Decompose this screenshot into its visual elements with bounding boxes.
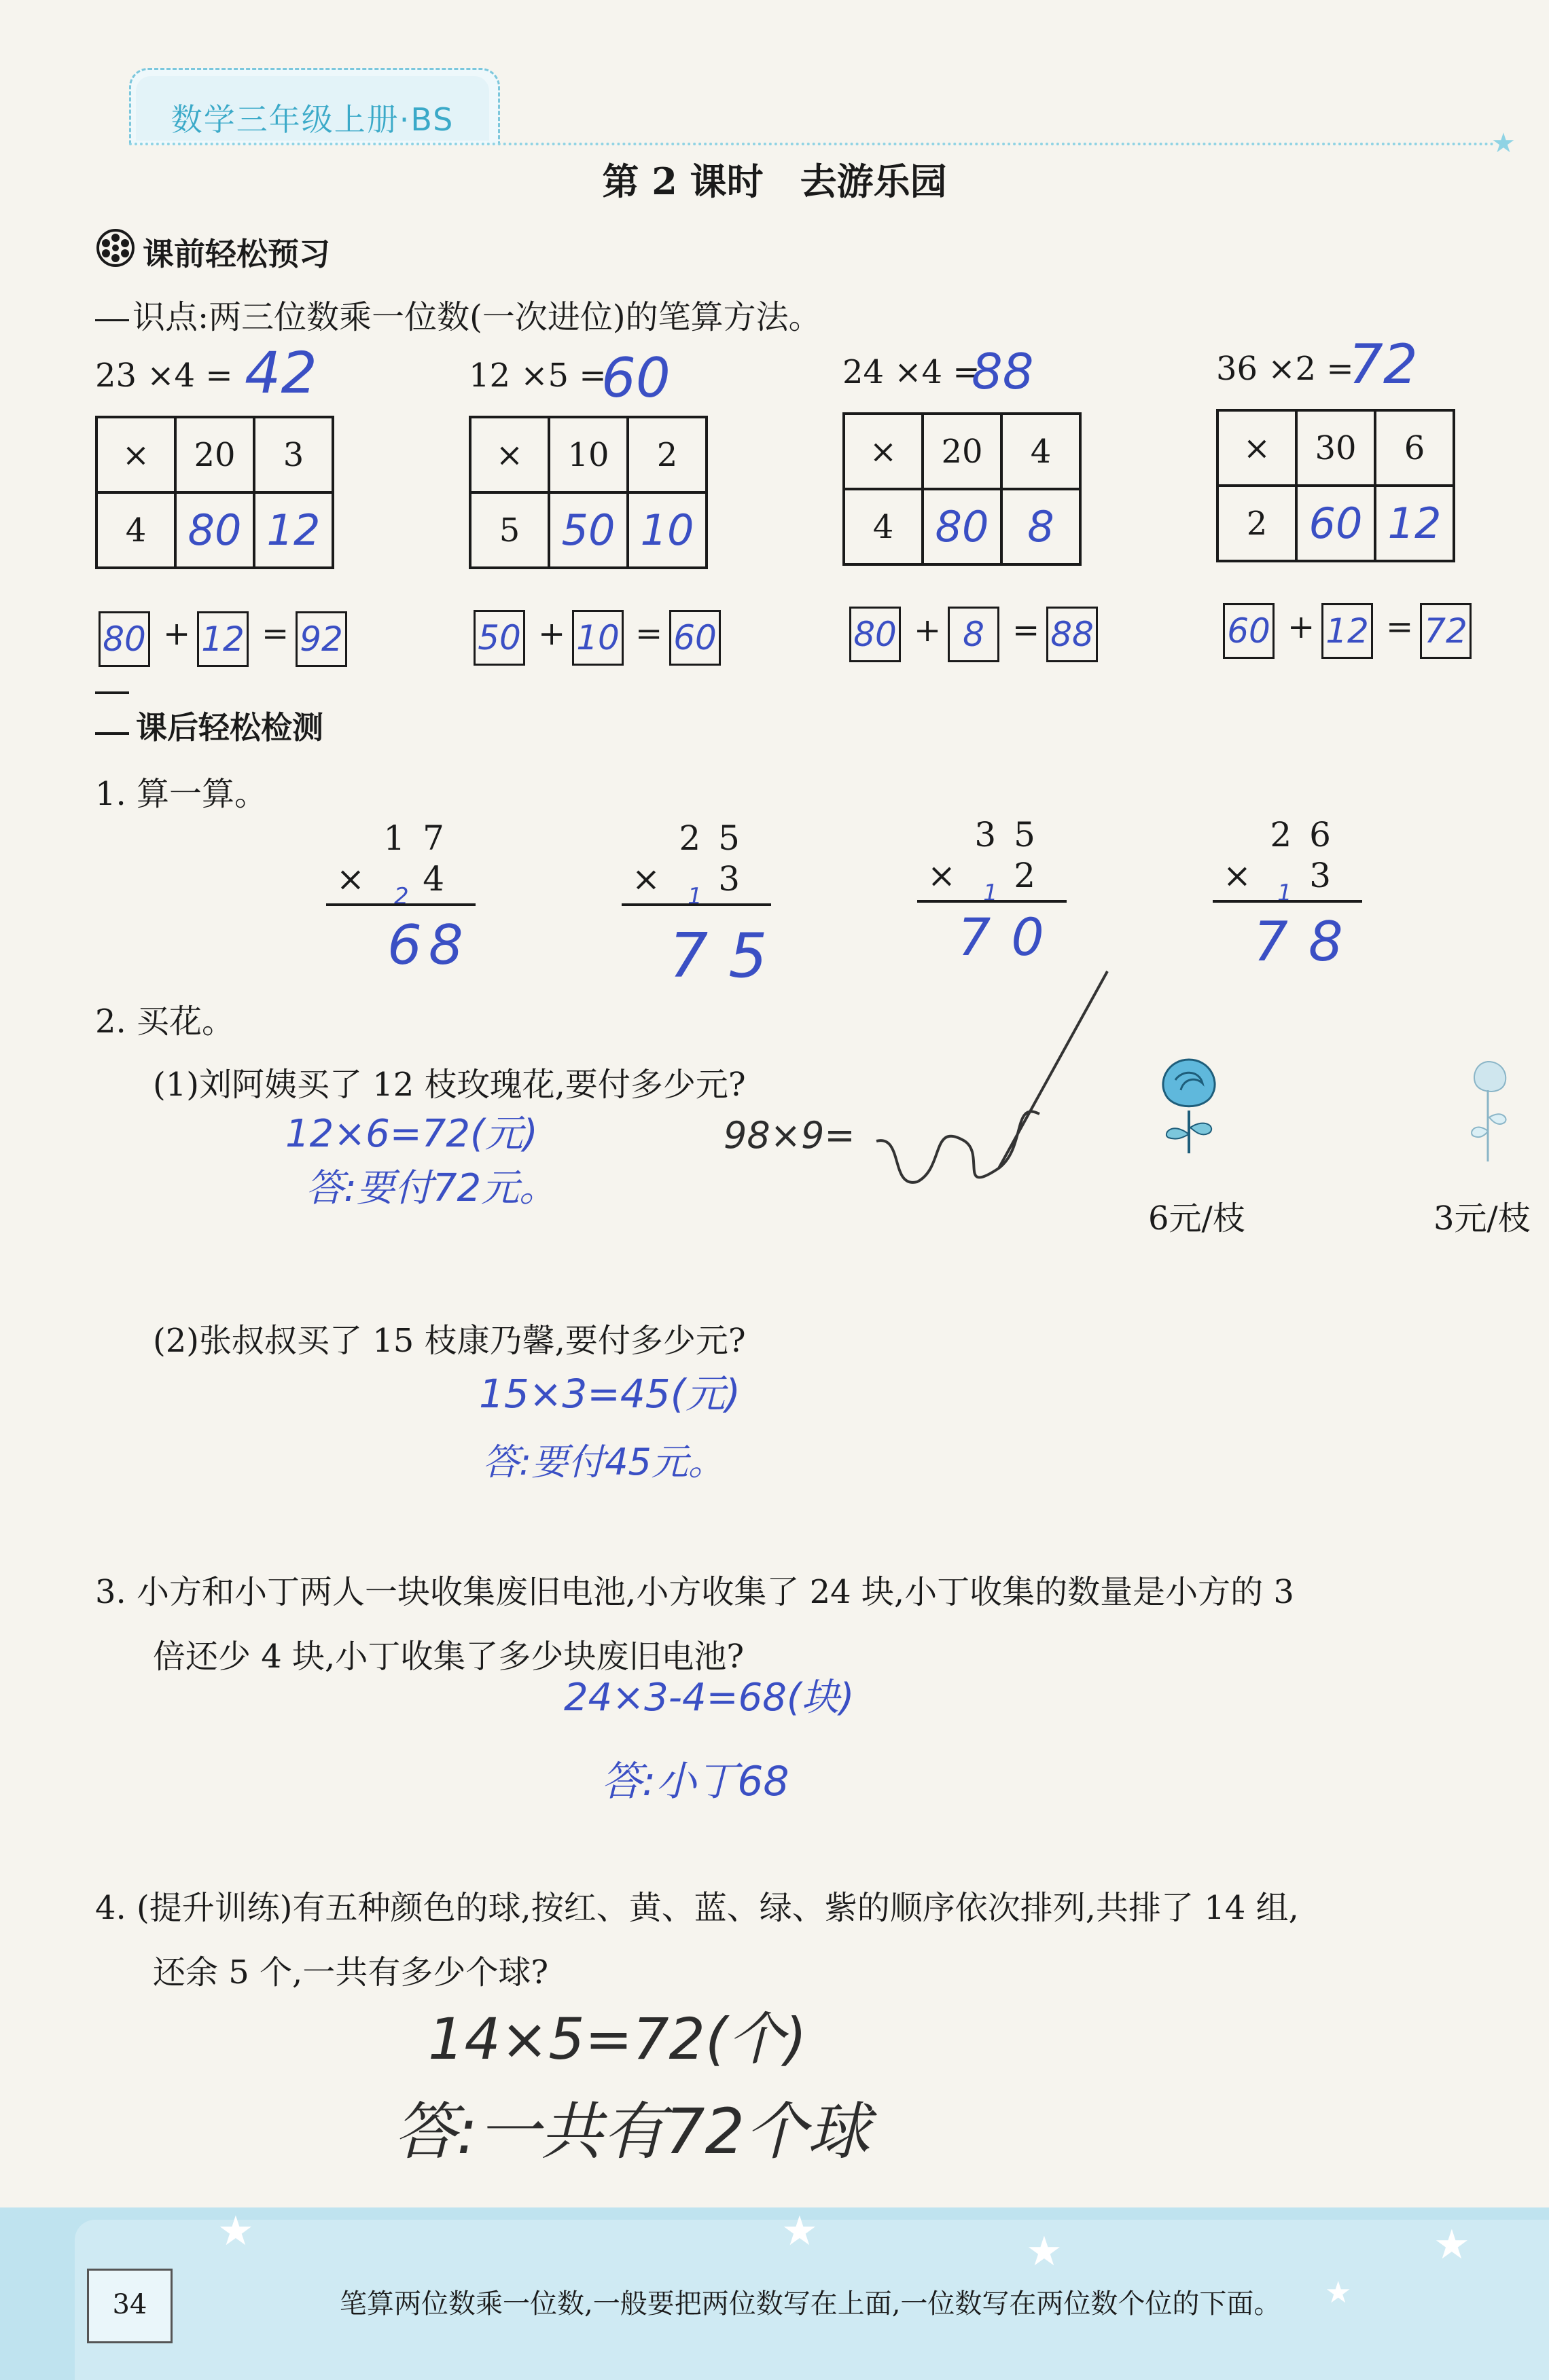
rule-line bbox=[326, 903, 476, 906]
grid-cell: 8 bbox=[1001, 489, 1080, 564]
product-answer: 68 bbox=[387, 914, 470, 977]
lesson-title: 第 2 课时 去游乐园 bbox=[602, 160, 947, 203]
q3-work-2: 答:小丁68 bbox=[601, 1758, 789, 1805]
sum-box: 60 bbox=[1223, 603, 1275, 659]
sum-box: 72 bbox=[1420, 603, 1472, 659]
grid-cell: 20 bbox=[175, 417, 254, 492]
product-answer: 78 bbox=[1253, 910, 1364, 973]
grid-1 bbox=[95, 416, 334, 569]
grid-cell: 12 bbox=[1375, 486, 1454, 561]
knowledge-point: 识点:两三位数乘一位数(一次进位)的笔算方法。 bbox=[132, 298, 821, 336]
price-rose: 6元/枝 bbox=[1148, 1200, 1245, 1238]
star-icon: ★ bbox=[1325, 2275, 1352, 2310]
grid-cell: 80 bbox=[923, 489, 1001, 564]
sum-box: 12 bbox=[1321, 603, 1373, 659]
grid-cell: 10 bbox=[628, 492, 707, 568]
q2-sub1: (1)刘阿姨买了 12 枝玫瑰花,要付多少元? bbox=[153, 1066, 746, 1104]
multiplier: 3 bbox=[1309, 856, 1349, 895]
grid-cell: 12 bbox=[254, 492, 333, 568]
grid-cell: 4 bbox=[844, 489, 923, 564]
q2-sub1-work-1: 12×6=72(元) bbox=[285, 1112, 538, 1156]
sum-box: 88 bbox=[1046, 607, 1098, 662]
q4-line2: 还余 5 个,一共有多少个球? bbox=[153, 1953, 549, 1991]
grid-cell: 3 bbox=[254, 417, 333, 492]
q3-line2: 倍还少 4 块,小丁收集了多少块废旧电池? bbox=[153, 1638, 745, 1676]
grid-cell: 20 bbox=[923, 414, 1001, 489]
blank-line bbox=[95, 319, 129, 321]
sum-box: 92 bbox=[296, 611, 347, 667]
price-carnation: 3元/枝 bbox=[1434, 1200, 1531, 1238]
carry-digit: 2 bbox=[394, 883, 409, 910]
sum-box: 80 bbox=[849, 607, 901, 662]
multiplier: 2 bbox=[1014, 856, 1053, 895]
q3-work-1: 24×3-4=68(块) bbox=[564, 1676, 855, 1720]
star-icon: ★ bbox=[217, 2207, 254, 2255]
multiplier: 4 bbox=[423, 859, 462, 899]
expr-2: 12 ×5 = bbox=[469, 357, 607, 395]
q3-line1: 3. 小方和小丁两人一块收集废旧电池,小方收集了 24 块,小丁收集的数量是小方的 3 bbox=[95, 1573, 1294, 1611]
grid-4 bbox=[1216, 409, 1455, 562]
times-sign: × bbox=[632, 859, 660, 899]
q2-sub2: (2)张叔叔买了 15 枝康乃馨,要付多少元? bbox=[153, 1322, 746, 1360]
star-icon: ★ bbox=[781, 2207, 818, 2255]
grid-cell: 5 bbox=[470, 492, 549, 568]
grid-cell: 30 bbox=[1296, 410, 1375, 486]
section-mark bbox=[95, 732, 129, 735]
header-divider bbox=[129, 143, 1495, 145]
grid-cell: × bbox=[470, 417, 549, 492]
expr-4: 36 ×2 = bbox=[1216, 350, 1354, 388]
carry-digit: 1 bbox=[688, 883, 702, 910]
grid-cell: × bbox=[1217, 410, 1296, 486]
book-title: 数学三年级上册·BS bbox=[171, 101, 455, 138]
grid-cell: 4 bbox=[96, 492, 175, 568]
review-heading: 课后轻松检测 bbox=[136, 709, 323, 746]
grid-cell: 6 bbox=[1375, 410, 1454, 486]
rule-line bbox=[917, 900, 1067, 903]
carry-digit: 1 bbox=[1277, 880, 1292, 907]
answer-3: 88 bbox=[972, 343, 1034, 400]
page-number: 34 bbox=[112, 2289, 147, 2320]
times-sign: × bbox=[336, 859, 365, 899]
expr-1: 23 ×4 = bbox=[95, 357, 233, 395]
grid-cell: × bbox=[844, 414, 923, 489]
multiplicand: 25 bbox=[679, 818, 758, 858]
star-icon: ★ bbox=[1434, 2221, 1470, 2269]
answer-4: 72 bbox=[1349, 333, 1418, 396]
answer-2: 60 bbox=[601, 346, 671, 410]
grid-3 bbox=[842, 412, 1082, 566]
preview-heading: 课前轻松预习 bbox=[143, 236, 330, 272]
expr-3: 24 ×4 = bbox=[842, 353, 980, 391]
product-answer: 75 bbox=[669, 920, 788, 992]
rule-line bbox=[622, 903, 771, 906]
q4-work-2: 答:一共有72个球 bbox=[394, 2095, 870, 2168]
equals-sign: = bbox=[262, 615, 289, 653]
multiplicand: 17 bbox=[383, 818, 462, 858]
times-sign: × bbox=[1223, 856, 1251, 895]
q2-label: 2. 买花。 bbox=[95, 1003, 235, 1041]
equals-sign: = bbox=[1012, 611, 1040, 649]
product-answer: 70 bbox=[958, 907, 1065, 967]
grid-cell: 60 bbox=[1296, 486, 1375, 561]
grid-2 bbox=[469, 416, 708, 569]
q1-label: 1. 算一算。 bbox=[95, 775, 268, 813]
equals-sign: = bbox=[635, 615, 663, 653]
rule-line bbox=[1213, 900, 1362, 903]
grid-cell: × bbox=[96, 417, 175, 492]
q2-sub2-work-2: 答:要付45元。 bbox=[482, 1441, 725, 1483]
pencil-scribble bbox=[849, 964, 1121, 1223]
sum-box: 12 bbox=[197, 611, 249, 667]
grid-cell: 4 bbox=[1001, 414, 1080, 489]
times-sign: × bbox=[927, 856, 956, 895]
plus-sign: + bbox=[538, 615, 566, 653]
equals-sign: = bbox=[1386, 608, 1414, 646]
answer-1: 42 bbox=[245, 340, 317, 406]
grid-cell: 2 bbox=[628, 417, 707, 492]
film-reel-icon bbox=[95, 228, 136, 268]
rose-icon bbox=[1141, 1053, 1236, 1157]
q4-line1: 4. (提升训练)有五种颜色的球,按红、黄、蓝、绿、紫的顺序依次排列,共排了 14 组, bbox=[95, 1889, 1299, 1927]
star-icon: ★ bbox=[1026, 2228, 1063, 2275]
grid-cell: 2 bbox=[1217, 486, 1296, 561]
multiplier: 3 bbox=[718, 859, 758, 899]
sum-box: 60 bbox=[669, 610, 721, 666]
carnation-icon bbox=[1454, 1056, 1522, 1168]
sum-box: 10 bbox=[572, 610, 624, 666]
grid-cell: 10 bbox=[549, 417, 628, 492]
plus-sign: + bbox=[163, 615, 191, 653]
footer-tip: 笔算两位数乘一位数,一般要把两位数写在上面,一位数写在两位数个位的下面。 bbox=[340, 2288, 1281, 2320]
sum-box: 8 bbox=[948, 607, 999, 662]
q4-work-1: 14×5=72(个) bbox=[428, 2006, 807, 2072]
sum-box: 80 bbox=[99, 611, 150, 667]
multiplicand: 35 bbox=[974, 815, 1053, 854]
multiplicand: 26 bbox=[1270, 815, 1349, 854]
scribble-text: 98×9= bbox=[724, 1114, 855, 1157]
section-mark bbox=[95, 691, 129, 694]
plus-sign: + bbox=[1287, 608, 1315, 646]
grid-cell: 50 bbox=[549, 492, 628, 568]
plus-sign: + bbox=[914, 611, 942, 649]
q2-sub2-work-1: 15×3=45(元) bbox=[479, 1371, 741, 1417]
q2-sub1-work-2: 答:要付72元。 bbox=[306, 1166, 558, 1210]
star-icon: ★ bbox=[1491, 128, 1516, 159]
grid-cell: 80 bbox=[175, 492, 254, 568]
carry-digit: 1 bbox=[983, 880, 998, 907]
sum-box: 50 bbox=[474, 610, 525, 666]
